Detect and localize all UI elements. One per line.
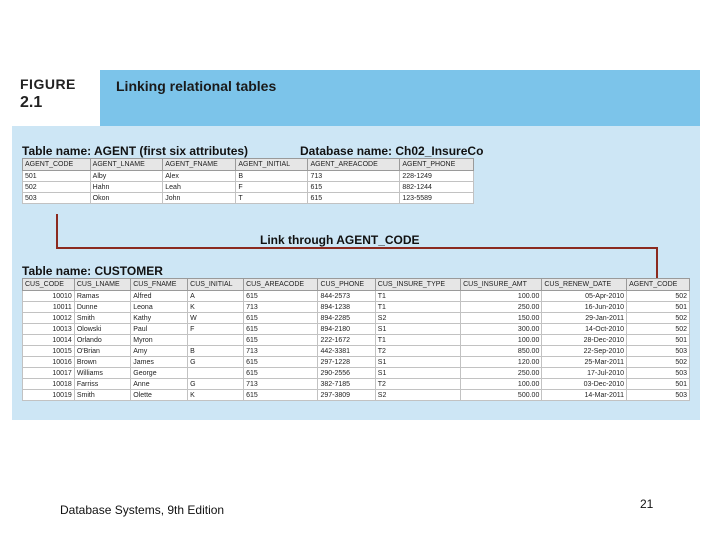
table-cell: 250.00: [461, 302, 542, 313]
table-cell: 615: [308, 193, 400, 204]
table-cell: Leona: [131, 302, 188, 313]
table-cell: 713: [308, 171, 400, 182]
agent-table-caption: Table name: AGENT (first six attributes): [22, 144, 249, 158]
customer-table-caption: Table name: CUSTOMER: [22, 264, 163, 278]
table-row: [23, 335, 690, 346]
table-row: [23, 368, 690, 379]
table-cell: 502: [23, 182, 91, 193]
table-cell: Orlando: [74, 335, 130, 346]
column-header: AGENT_CODE: [23, 159, 91, 171]
table-cell: 503: [627, 368, 690, 379]
customer-table: [22, 278, 690, 401]
table-cell: 14-Mar-2011: [542, 390, 627, 401]
agent-table: [22, 158, 474, 204]
table-cell: T1: [375, 302, 460, 313]
table-cell: 250.00: [461, 368, 542, 379]
table-row: [23, 390, 690, 401]
table-cell: 297-1228: [318, 357, 375, 368]
column-header: CUS_RENEW_DATE: [542, 279, 627, 291]
link-line-right-vertical: [656, 247, 658, 278]
table-cell: Myron: [131, 335, 188, 346]
table-cell: 501: [23, 171, 91, 182]
table-cell: Olowski: [74, 324, 130, 335]
table-cell: 17-Jul-2010: [542, 368, 627, 379]
table-cell: 501: [627, 335, 690, 346]
table-cell: 713: [244, 346, 318, 357]
table-cell: Smith: [74, 390, 130, 401]
table-cell: G: [188, 379, 244, 390]
table-cell: 894-1238: [318, 302, 375, 313]
figure-header: [12, 70, 700, 126]
table-cell: A: [188, 291, 244, 302]
table-cell: 120.00: [461, 357, 542, 368]
table-cell: 10011: [23, 302, 75, 313]
agent-table-body: [23, 171, 474, 204]
table-cell: 16-Jun-2010: [542, 302, 627, 313]
table-row: [23, 357, 690, 368]
table-cell: 100.00: [461, 335, 542, 346]
table-cell: [188, 335, 244, 346]
table-row: [23, 324, 690, 335]
table-cell: James: [131, 357, 188, 368]
page-number: 21: [640, 497, 654, 511]
table-cell: 615: [244, 357, 318, 368]
table-cell: Williams: [74, 368, 130, 379]
table-cell: G: [188, 357, 244, 368]
table-cell: Ramas: [74, 291, 130, 302]
table-cell: 502: [627, 291, 690, 302]
table-cell: 713: [244, 379, 318, 390]
figure-label-word: FIGURE: [20, 76, 76, 92]
table-row: [23, 302, 690, 313]
table-cell: S2: [375, 390, 460, 401]
table-cell: Okon: [90, 193, 163, 204]
table-cell: 10012: [23, 313, 75, 324]
table-cell: 10019: [23, 390, 75, 401]
table-cell: John: [163, 193, 236, 204]
table-cell: F: [236, 182, 308, 193]
table-cell: 123-5589: [400, 193, 474, 204]
table-cell: 29-Jan-2011: [542, 313, 627, 324]
table-cell: 500.00: [461, 390, 542, 401]
link-label: Link through AGENT_CODE: [256, 233, 424, 247]
table-cell: 503: [23, 193, 91, 204]
link-line-left-vertical: [56, 214, 58, 249]
table-cell: 25-Mar-2011: [542, 357, 627, 368]
table-cell: 615: [244, 291, 318, 302]
column-header: AGENT_CODE: [627, 279, 690, 291]
figure-panel: [12, 70, 700, 420]
table-cell: 615: [244, 335, 318, 346]
table-cell: Anne: [131, 379, 188, 390]
table-cell: 382-7185: [318, 379, 375, 390]
table-cell: 615: [244, 324, 318, 335]
table-cell: T1: [375, 291, 460, 302]
table-cell: F: [188, 324, 244, 335]
table-cell: Amy: [131, 346, 188, 357]
table-row: [23, 379, 690, 390]
column-header: CUS_PHONE: [318, 279, 375, 291]
table-cell: W: [188, 313, 244, 324]
table-cell: Paul: [131, 324, 188, 335]
table-row: [23, 182, 474, 193]
table-cell: 503: [627, 390, 690, 401]
table-cell: 100.00: [461, 291, 542, 302]
table-cell: 28-Dec-2010: [542, 335, 627, 346]
table-cell: 10017: [23, 368, 75, 379]
table-cell: B: [188, 346, 244, 357]
table-cell: K: [188, 390, 244, 401]
table-cell: 894-2180: [318, 324, 375, 335]
table-cell: 894-2285: [318, 313, 375, 324]
table-cell: 615: [308, 182, 400, 193]
table-cell: T2: [375, 346, 460, 357]
column-header: CUS_INSURE_AMT: [461, 279, 542, 291]
table-cell: Leah: [163, 182, 236, 193]
table-cell: 615: [244, 313, 318, 324]
figure-title: Linking relational tables: [116, 78, 277, 94]
table-cell: 05-Apr-2010: [542, 291, 627, 302]
link-line-horizontal: [56, 247, 658, 249]
table-cell: 10010: [23, 291, 75, 302]
figure-label-number: 2.1: [20, 94, 43, 111]
table-cell: 502: [627, 324, 690, 335]
agent-table-header-row: [23, 159, 474, 171]
table-cell: [188, 368, 244, 379]
column-header: AGENT_LNAME: [90, 159, 163, 171]
footer-source: Database Systems, 9th Edition: [60, 503, 225, 517]
table-cell: K: [188, 302, 244, 313]
table-row: [23, 291, 690, 302]
table-cell: S1: [375, 324, 460, 335]
table-cell: 14-Oct-2010: [542, 324, 627, 335]
table-row: [23, 313, 690, 324]
table-cell: George: [131, 368, 188, 379]
column-header: CUS_INSURE_TYPE: [375, 279, 460, 291]
table-cell: Dunne: [74, 302, 130, 313]
table-cell: S2: [375, 313, 460, 324]
table-cell: Olette: [131, 390, 188, 401]
table-cell: 502: [627, 313, 690, 324]
table-row: [23, 346, 690, 357]
table-cell: S1: [375, 368, 460, 379]
table-cell: Alex: [163, 171, 236, 182]
customer-table-body: [23, 291, 690, 401]
table-cell: 297-3809: [318, 390, 375, 401]
column-header: AGENT_FNAME: [163, 159, 236, 171]
table-cell: 615: [244, 368, 318, 379]
table-row: [23, 193, 474, 204]
table-cell: 844-2573: [318, 291, 375, 302]
table-cell: T2: [375, 379, 460, 390]
table-cell: Farriss: [74, 379, 130, 390]
figure-label: [12, 70, 100, 126]
table-cell: 501: [627, 379, 690, 390]
table-cell: 22-Sep-2010: [542, 346, 627, 357]
table-cell: B: [236, 171, 308, 182]
table-cell: 882-1244: [400, 182, 474, 193]
customer-table-header-row: [23, 279, 690, 291]
column-header: CUS_FNAME: [131, 279, 188, 291]
table-cell: Alby: [90, 171, 163, 182]
table-cell: Hahn: [90, 182, 163, 193]
table-cell: 10018: [23, 379, 75, 390]
table-cell: S1: [375, 357, 460, 368]
table-cell: 10013: [23, 324, 75, 335]
table-row: [23, 171, 474, 182]
table-cell: 222-1672: [318, 335, 375, 346]
table-cell: Smith: [74, 313, 130, 324]
table-cell: 10015: [23, 346, 75, 357]
table-cell: 442-3381: [318, 346, 375, 357]
table-cell: 228-1249: [400, 171, 474, 182]
figure-title-bar: [100, 70, 700, 126]
table-cell: 150.00: [461, 313, 542, 324]
table-cell: Alfred: [131, 291, 188, 302]
table-cell: 503: [627, 346, 690, 357]
table-cell: 03-Dec-2010: [542, 379, 627, 390]
column-header: AGENT_AREACODE: [308, 159, 400, 171]
table-cell: 501: [627, 302, 690, 313]
table-cell: O'Brian: [74, 346, 130, 357]
table-cell: Brown: [74, 357, 130, 368]
table-cell: 850.00: [461, 346, 542, 357]
table-cell: T1: [375, 335, 460, 346]
table-cell: 502: [627, 357, 690, 368]
column-header: CUS_CODE: [23, 279, 75, 291]
table-cell: 10014: [23, 335, 75, 346]
table-cell: 100.00: [461, 379, 542, 390]
table-cell: 713: [244, 302, 318, 313]
database-name-caption: Database name: Ch02_InsureCo: [300, 144, 484, 158]
table-cell: 10016: [23, 357, 75, 368]
column-header: CUS_INITIAL: [188, 279, 244, 291]
column-header: AGENT_PHONE: [400, 159, 474, 171]
table-cell: 290-2556: [318, 368, 375, 379]
column-header: AGENT_INITIAL: [236, 159, 308, 171]
table-cell: T: [236, 193, 308, 204]
table-cell: 300.00: [461, 324, 542, 335]
table-cell: Kathy: [131, 313, 188, 324]
column-header: CUS_LNAME: [74, 279, 130, 291]
column-header: CUS_AREACODE: [244, 279, 318, 291]
table-cell: 615: [244, 390, 318, 401]
